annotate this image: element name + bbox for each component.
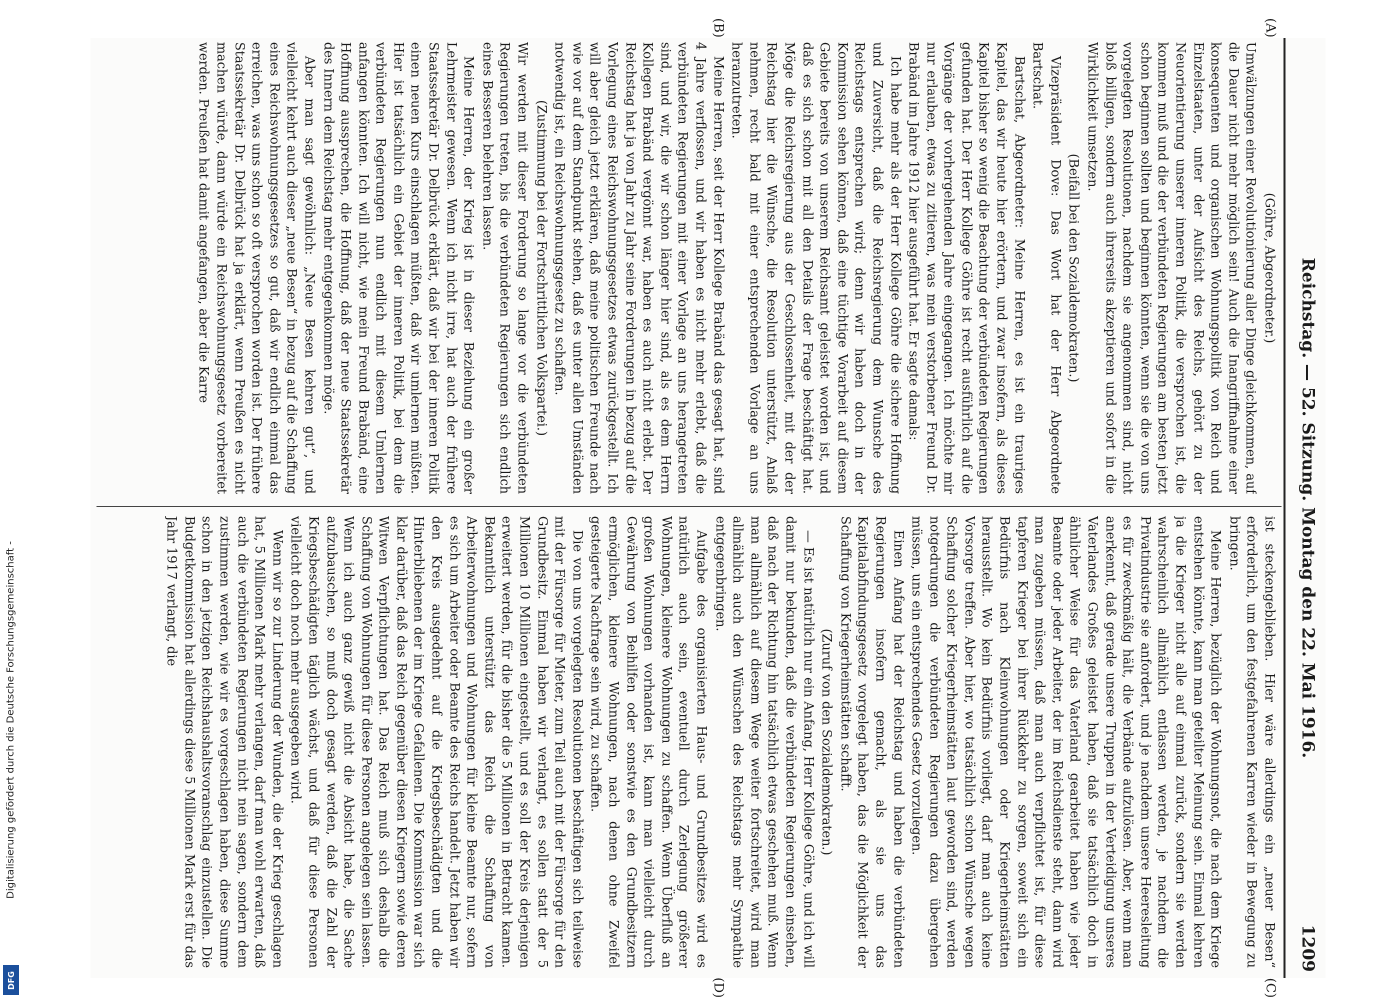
paragraph: (Zuruf von den Sozialdemokraten.) — [818, 628, 834, 856]
paragraph: Die von uns vorgelegten Resolutionen beschäftigen sich teilweise mit der Fürsorge für Mieter, zum Teil auch mit der Fürsorge für den Grundbesitz. Einmal haben wir verlangt, es sollen statt der 5 Millionen 10 Millionen eingestellt, und es soll der Kreis derjenigen erweitert werden, für die bisher die 5 Millionen in Betracht kamen. Bekanntlich unterstützt das Reich die Schaffung von Arbeiterwohnungen und Wohnungen für kleine Beamte nur, sofern es sich um Arbeiter oder Beamte des Reichs handelt. Jetzt haben wir den Kreis ausgedehnt auf die Kriegsbeschädigten und die Hinterbliebenen der im Kriege Gefallenen. Die Kommission war sich klar darüber, daß das Reich gegenüber diesen Kriegern sowie deren Witwen Verpflichtungen hat. Das Reich muß sich deshalb die Schaffung von Wohnungen für diese Personen angelegen sein lassen. Wenn ich auch ganz gewiß nicht die Absicht habe, die Sache aufzubauschen, so muß doch gesagt werden, daß die Zahl der Kriegsbeschädigten täglich wächst, und daß für diese Personen vielleicht doch noch mehr ausgegeben wird. — [287, 516, 584, 968]
paragraph: — Es ist natürlich nur ein Anfang, Herr Kollege Göhre, und ich will damit nur bekunden, daß die verbündeten Regierungen einsehen, daß nach der Richtung hin tatsächlich etwas geschehen muß. Wenn man allmählich auf diesem Wege weiter fortschreitet, wird man allmählich auch den Wünschen des Reichstags mehr Sympathie entgegenbringen. — [711, 516, 815, 968]
margin-marker-a: (A) — [1262, 18, 1277, 38]
dfg-funding-notice: Digitalisierung gefördert durch die Deutsche Forschungsgemeinschaft - — [5, 541, 17, 899]
paragraph: Vizepräsident Dove: Das Wort hat der Herr Abgeordnete Bartschat. — [1029, 42, 1062, 494]
paragraph: ist steckengeblieben. Hier wäre allerdings ein „neuer Besen“ erforderlich, um den festgefahrenen Karren wieder in Bewegung zu bringen. — [1225, 516, 1276, 968]
page-number: 1209 — [1297, 924, 1317, 972]
right-text-column — [96, 516, 1277, 968]
scanned-page-viewport — [80, 18, 1335, 998]
margin-marker-b: (B) — [710, 18, 725, 38]
paragraph: Einen Anfang hat der Reichstag und haben die verbündeten Regierungen insofern gemacht, als sie uns das Kapitalabfindungsgesetz vorgelegt haben, das die Möglichkeit der Schaffung von Kriegerheimstätten schafft. — [836, 516, 905, 968]
dfg-logo-text: DFG — [6, 970, 16, 990]
paragraph: Meine Herren, bezüglich der Wohnungsnot, die nach dem Kriege entstehen könnte, kann man geteilter Meinung sein. Einmal kehren ja die Krieger nicht alle auf einmal zurück, sondern sie werden wahrscheinlich allmählich entlassen werden, je nachdem die Privatindustrie sie anfordert, und je nachdem unsere Heeresleitung es für zweckmäßig hält, die Verbände aufzulösen. Aber, wenn man anerkennt, daß gerade unsere Truppen in der Verteidigung unseres Vaterlandes Großes geleistet haben, daß sie tatsächlich doch in ähnlicher Weise für das Vaterland gearbeitet haben wie jeder Beamte oder jeder Arbeiter, der im Reichsdienste steht, dann wird man zugeben müssen, daß man auch verpflichtet ist, für diese tapferen Krieger bei ihrer Rückkehr zu sorgen, soweit sich ein Bedürfnis nach Kleinwohnungen oder Kriegerheimstätten herausstellt. Wo kein Bedürfnis vorliegt, darf man auch keine Vorsorge treffen. Aber hier, wo tatsächlich schon Wünsche wegen Schaffung solcher Kriegerheimstätten laut geworden sind, werden notgedrungen die verbündeten Regierungen dazu übergehen müssen, uns ein entsprechendes Gesetz vorzulegen. — [908, 516, 1223, 968]
paragraph: (Göhre, Abgeordneter.) — [1261, 192, 1276, 344]
paragraph: Aufgabe des organisierten Haus- und Grundbesitzes wird es natürlich auch sein, eventuell durch Zerlegung größerer Wohnungen, kleinere Wohnungen zu schaffen. Wenn Überfluß an großen Wohnungen vorhanden ist, kann man vielleicht durch Gewährung von Beihilfen oder sonstwie es den Grundbesitzern ermöglichen, kleinere Wohnungen, nach denen ohne Zweifel gesteigerte Nachfrage sein wird, zu schaffen. — [587, 516, 708, 968]
margin-marker-c: (C) — [1262, 977, 1277, 998]
paragraph: Meine Herren, der Krieg ist in dieser Beziehung ein großer Lehrmeister gewesen. Wenn ich nicht irre, hat auch der frühere Staatssekretär Dr. Delbrück erklärt, daß wir bei der inneren Politik einen neuen Kurs einschlagen müßten, daß wir umlernen müßten. Hier ist tatsächlich ein Gebiet der inneren Politik, bei dem die verbündeten Regierungen nun endlich mit diesem Umlernen anfangen könnten. Ich will nicht, wie mein Freund Brabänd, eine Hoffnung aussprechen, die Hoffnung, daß der neue Staatssekretär des Innern dem Reichstag mehr entgegenkommen möge. — [319, 42, 476, 494]
left-text-column — [96, 42, 1277, 494]
header-rule — [1283, 38, 1285, 978]
page-header-title: Reichstag. — 52. Sitzung. Montag den 22. Mai 1916. — [1297, 257, 1317, 759]
paragraph: (Beifall bei den Sozialdemokraten.) — [1065, 153, 1081, 383]
paragraph: Aber man sagt gewöhnlich: „Neue Besen kehren gut“, und vielleicht kehrt auch dieser „neue Besen“ in bezug auf die Schaffung eines Reichswohnungsgesetzes so gut, daß wir endlich einmal das erreichen, was uns schon so oft versprochen worden ist. Der frühere Staatssekretär Dr. Delbrück hat ja erklärt, wenn Preußen es nicht machen würde, dann würde ein Reichswohnungsgesetz vorbereitet werden. Preußen hat damit angefangen, aber die Karre — [195, 42, 316, 494]
paragraph: Wenn wir so zur Linderung der Wunden, die der Krieg geschlagen hat, 5 Millionen Mark mehr verlangen, darf man wohl erwarten, daß auch die verbündeten Regierungen nicht nein sagen, sondern dem zustimmen werden, wie wir es vorgeschlagen haben, diese Summe schon in den jetzigen Reichshaushaltsvoranschlag einzustellen. Die Budgetkommission hat allerdings diese 5 Millionen Mark erst für das Jahr 1917 verlangt, die — [163, 516, 284, 968]
page-header — [1287, 38, 1317, 978]
paragraph: Wir werden mit dieser Forderung so lange vor die verbündeten Regierungen treten, bis die verbündeten Regierungen sich endlich eines Besseren belehren lassen. — [478, 42, 530, 494]
scanned-page — [90, 18, 1325, 998]
margin-marker-d: (D) — [710, 977, 725, 998]
paragraph: Meine Herren, seit der Herr Kollege Brabänd das gesagt hat, sind 4 Jahre verflossen, und wir haben es nicht mehr erlebt, daß die verbündeten Regierungen mit einer Vorlage an uns herangetreten sind, und wir, die wir schon länger hier sind, als es dem Herrn Kollegen Brabänd vergönnt war, haben es auch nicht erlebt. Der Reichstag hat ja von Jahr zu Jahr seine Forderungen in bezug auf die Vorlegung eines Reichswohnungsgesetzes etwas zurückgestellt. Ich will aber gleich jetzt erklären, daß meine politischen Freunde nach wie vor auf dem Standpunkt stehen, daß es unter allen Umständen notwendig ist, ein Reichswohnungsgesetz zu schaffen. — [551, 42, 725, 494]
paragraph: (Zustimmung bei der Fortschrittlichen Volkspartei.) — [532, 100, 548, 436]
dfg-logo — [3, 965, 19, 995]
column-divider — [96, 506, 1281, 507]
paragraph: Umwälzungen einer Revolutionierung aller Dinge gleichkommen, auf die Dauer nicht mehr möglich sein! Auch die Inangriffnahme einer konsequenten und organischen Wohnungspolitik von Reich und Einzelstaaten, unter der Aufsicht des Reichs, gehört zu der Neuorientierung unserer inneren Politik, die versprochen ist, die kommen muß und die der verbündeten Regierungen am besten jetzt schon beginnen sollten und beginnen könnten, wenn sie die von uns vorgelegten Resolutionen, nachdem sie angenommen sind, nicht bloß billigen, sondern auch ihrerseits akzeptieren und sofort in die Wirklichkeit umsetzen. — [1084, 42, 1258, 494]
paragraph: Bartschat, Abgeordneter: Meine Herren, es ist ein trauriges Kapitel, das wir heute hier erörtern, und zwar insofern, als dieses Kapitel bisher so wenig die Beachtung der verbündeten Regierungen gefunden hat. Der Herr Kollege Göhre ist recht ausführlich auf die Vorgänge der vorhergehenden Jahre eingegangen. Ich möchte mir nur erlauben, etwas zu zitieren, was mein verstorbener Freund Dr. Brabänd im Jahre 1912 hier ausgeführt hat. Er sagte damals: — [905, 42, 1026, 494]
dfg-sidebar — [0, 0, 22, 1000]
paragraph: Ich habe mehr als der Herr Kollege Göhre die sichere Hoffnung und Zuversicht, daß die Reichsregierung dem Wunsche des Reichstags entsprechen wird; denn wir haben doch in der Kommission sehen können, daß eine tüchtige Vorarbeit auf diesem Gebiete bereits von unserem Reichsamt geleistet worden ist, und daß es sich schon mit all den Details der Frage beschäftigt hat. Möge die Reichsregierung aus der Geschlossenheit, mit der der Reichstag hier die Wünsche, die Resolution unterstützt, Anlaß nehmen, recht bald mit einer entsprechenden Vorlage an uns heranzutreten. — [728, 42, 902, 494]
